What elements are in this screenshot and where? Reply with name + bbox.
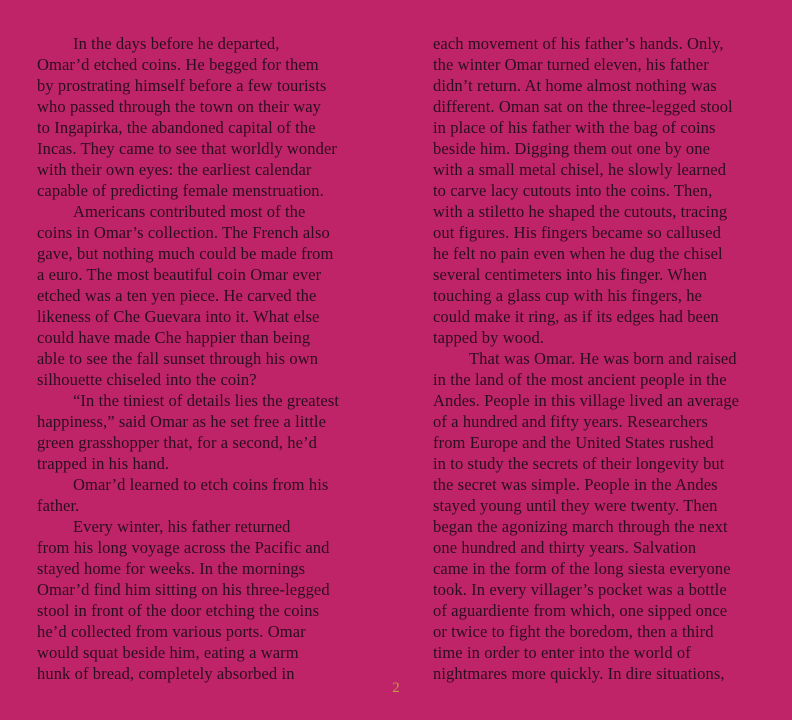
text-line: likeness of Che Guevara into it. What else [37,307,320,326]
text-line: Omar’d learned to etch coins from his [73,475,329,494]
text-line: one hundred and thirty years. Salvation [433,538,697,557]
text-line: stool in front of the door etching the coins [37,601,320,620]
text-line: Omar’d find him sitting on his three-legged [37,580,330,599]
text-line: green grasshopper that, for a second, he’d [37,433,318,452]
text-line: trapped in his hand. [37,454,170,473]
text-line: father. [37,496,80,515]
text-line: with a stiletto he shaped the cutouts, tracing [433,202,728,221]
text-line: could have made Che happier than being [37,328,311,347]
text-line: with a small metal chisel, he slowly learned [433,160,727,179]
text-line: stayed young until they were twenty. Then [433,496,718,515]
text-line: silhouette chiseled into the coin? [37,370,257,389]
text-line: Omar’d etched coins. He begged for them [37,55,319,74]
text-line: time in order to enter into the world of [433,643,691,662]
text-line: from Europe and the United States rushed [433,433,714,452]
page-number: 2 [392,680,400,696]
text-line: Incas. They came to see that worldly wonder [37,139,337,158]
text-line: in the land of the most ancient people in the [433,370,727,389]
text-line: in place of his father with the bag of coins [433,118,716,137]
text-line: would squat beside him, eating a warm [37,643,299,662]
text-line: from his long voyage across the Pacific and [37,538,330,557]
text-line: of a hundred and fifty years. Researchers [433,412,708,431]
text-line: tapped by wood. [433,328,545,347]
text-line: to Ingapirka, the abandoned capital of the [37,118,316,137]
text-line: by prostrating himself before a few tourists [37,76,327,95]
text-line: the winter Omar turned eleven, his father [433,55,709,74]
text-line: Every winter, his father returned [73,517,291,536]
text-line: out figures. His fingers became so callused [433,223,721,242]
text-line: could make it ring, as if its edges had been [433,307,719,326]
text-line: didn’t return. At home almost nothing was [433,76,717,95]
text-line: a euro. The most beautiful coin Omar ever [37,265,322,284]
text-line: gave, but nothing much could be made from [37,244,334,263]
text-line: That was Omar. He was born and raised [469,349,737,368]
text-line: he felt no pain even when he dug the chisel [433,244,723,263]
text-line: with their own eyes: the earliest calendar [37,160,312,179]
text-line: hunk of bread, completely absorbed in [37,664,295,683]
text-line: touching a glass cup with his fingers, he [433,286,702,305]
text-line: to carve lacy cutouts into the coins. Then, [433,181,713,200]
text-line: of aguardiente from which, one sipped once [433,601,728,620]
text-line: he’d collected from various ports. Omar [37,622,306,641]
text-line: came in the form of the long siesta everyone [433,559,731,578]
text-line: capable of predicting female menstruation. [37,181,324,200]
text-line: the secret was simple. People in the Andes [433,475,718,494]
text-line: began the agonizing march through the next [433,517,728,536]
text-line: etched was a ten yen piece. He carved the [37,286,317,305]
text-line: each movement of his father’s hands. Only, [433,34,724,53]
text-line: Andes. People in this village lived an average [433,391,740,410]
text-line: or twice to fight the boredom, then a third [433,622,714,641]
text-line: happiness,” said Omar as he set free a little [37,412,327,431]
left-column [37,33,367,684]
text-line: in to study the secrets of their longevity but [433,454,725,473]
text-line: took. In every villager’s pocket was a bottle [433,580,727,599]
text-line: several centimeters into his finger. When [433,265,708,284]
text-line: In the days before he departed, [73,34,280,53]
text-line: nightmares more quickly. In dire situations, [433,664,725,683]
right-column [433,33,763,684]
text-line: different. Oman sat on the three-legged stool [433,97,733,116]
text-line: Americans contributed most of the [73,202,306,221]
text-line: “In the tiniest of details lies the greatest [73,391,340,410]
text-line: coins in Omar’s collection. The French also [37,223,330,242]
text-line: beside him. Digging them out one by one [433,139,711,158]
text-line: who passed through the town on their way [37,97,321,116]
text-line: able to see the fall sunset through his own [37,349,319,368]
text-line: stayed home for weeks. In the mornings [37,559,306,578]
